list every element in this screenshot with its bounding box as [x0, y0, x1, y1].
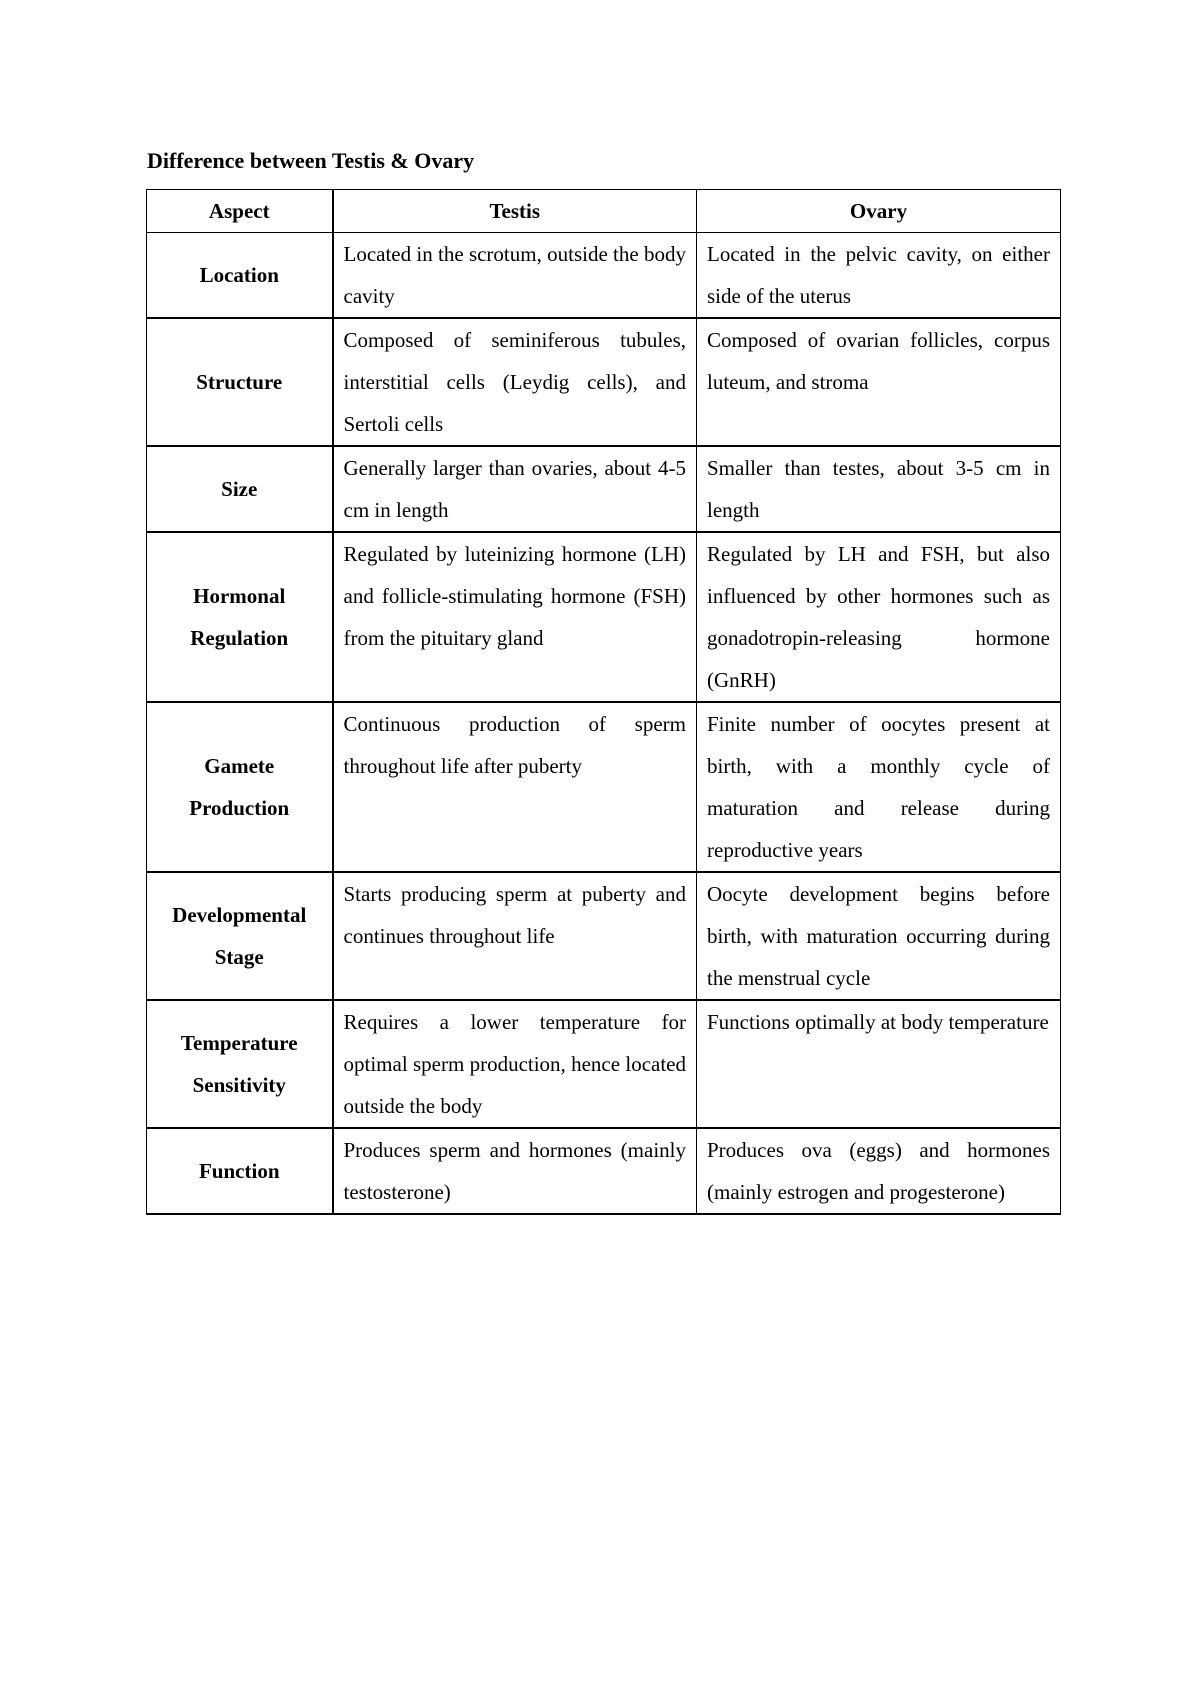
aspect-cell: Location [147, 233, 333, 319]
ovary-cell: Oocyte development begins before birth, with maturation occurring during the menstrual cycle [697, 872, 1061, 1000]
ovary-cell: Functions optimally at body temperature [697, 1000, 1061, 1128]
document-title: Difference between Testis & Ovary [147, 148, 475, 173]
aspect-cell: Developmental Stage [147, 872, 333, 1000]
aspect-cell: Hormonal Regulation [147, 532, 333, 702]
testis-cell: Requires a lower temperature for optimal sperm production, hence located outside the body [333, 1000, 697, 1128]
ovary-cell: Produces ova (eggs) and hormones (mainly estrogen and progesterone) [697, 1128, 1061, 1214]
table-row [147, 233, 1061, 319]
aspect-cell: Size [147, 446, 333, 532]
table-header-row [147, 190, 1061, 233]
aspect-cell: Function [147, 1128, 333, 1214]
column-header-ovary: Ovary [697, 190, 1061, 233]
table-row [147, 1128, 1061, 1214]
aspect-cell: Structure [147, 318, 333, 446]
testis-cell: Located in the scrotum, outside the body cavity [333, 233, 697, 319]
table-row [147, 1000, 1061, 1128]
testis-cell: Starts producing sperm at puberty and continues throughout life [333, 872, 697, 1000]
ovary-cell: Finite number of oocytes present at birth, with a monthly cycle of maturation and release during reproductive years [697, 702, 1061, 872]
testis-cell: Produces sperm and hormones (mainly testosterone) [333, 1128, 697, 1214]
aspect-cell: Temperature Sensitivity [147, 1000, 333, 1128]
ovary-cell: Smaller than testes, about 3-5 cm in length [697, 446, 1061, 532]
testis-cell: Composed of seminiferous tubules, interstitial cells (Leydig cells), and Sertoli cells [333, 318, 697, 446]
ovary-cell: Composed of ovarian follicles, corpus luteum, and stroma [697, 318, 1061, 446]
table-row [147, 532, 1061, 702]
testis-cell: Continuous production of sperm throughout life after puberty [333, 702, 697, 872]
table-row [147, 872, 1061, 1000]
aspect-cell: Gamete Production [147, 702, 333, 872]
ovary-cell: Regulated by LH and FSH, but also influenced by other hormones such as gonadotropin-releasing hormone (GnRH) [697, 532, 1061, 702]
ovary-cell: Located in the pelvic cavity, on either side of the uterus [697, 233, 1061, 319]
table-row [147, 446, 1061, 532]
table-row [147, 702, 1061, 872]
column-header-testis: Testis [333, 190, 697, 233]
table-row [147, 318, 1061, 446]
testis-cell: Generally larger than ovaries, about 4-5 cm in length [333, 446, 697, 532]
comparison-table [146, 189, 1061, 1215]
column-header-aspect: Aspect [147, 190, 333, 233]
testis-cell: Regulated by luteinizing hormone (LH) and follicle-stimulating hormone (FSH) from the pituitary gland [333, 532, 697, 702]
